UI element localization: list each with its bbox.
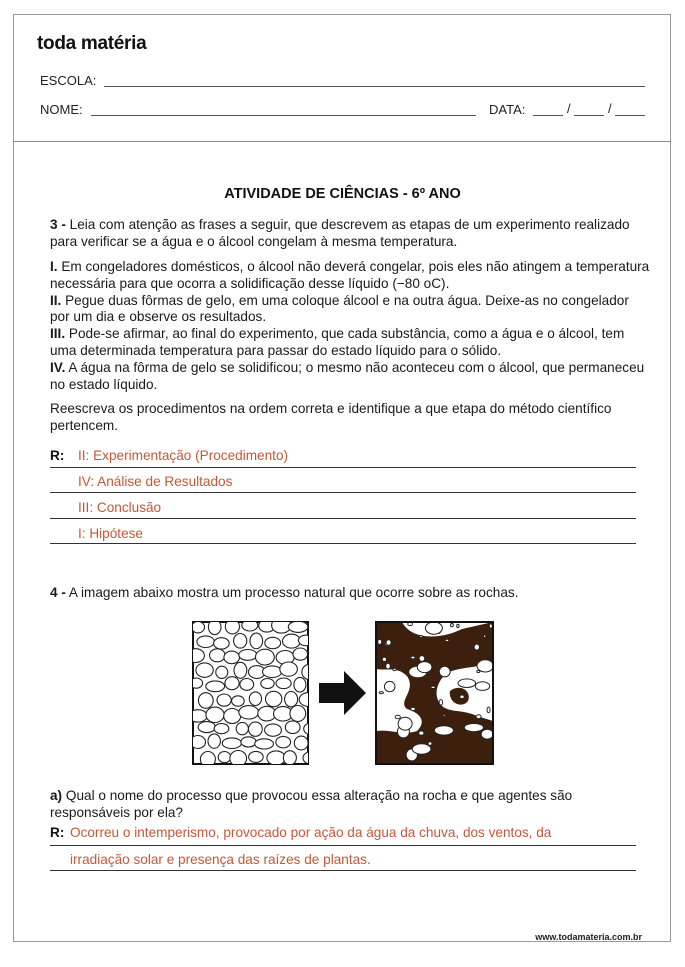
- pebble: [225, 621, 239, 634]
- date-separator: /: [567, 101, 571, 116]
- pebble: [266, 691, 282, 706]
- statement-text: Em congeladores domésticos, o álcool não deverá congelar, pois eles não atingem a temperatura necessária para que ocorra a solidificação desse líquido (−80 oC).: [50, 259, 650, 291]
- sub-question-text: Qual o nome do processo que provocou essa alteração na rocha e que agentes são responsáveis por ela?: [50, 788, 573, 820]
- pebble: [395, 715, 400, 718]
- name-field[interactable]: [91, 115, 476, 116]
- date-label: DATA:: [489, 102, 526, 117]
- pebble: [475, 682, 489, 691]
- pebble: [434, 726, 453, 735]
- statement-label: IV.: [50, 359, 66, 375]
- pebble: [249, 692, 261, 706]
- statement-label: II.: [50, 292, 62, 308]
- pebble: [224, 651, 240, 664]
- question-text: Leia com atenção as frases a seguir, que descrevem as etapas de um experimento realizado para verificar se a água e o álcool congelam à mesma temperatura.: [50, 217, 630, 249]
- answer-rule: [50, 492, 636, 493]
- question-3-instruction: Reescreva os procedimentos na ordem correta e identifique a que etapa do método científico pertencem.: [50, 401, 612, 433]
- logo: toda matéria: [37, 33, 147, 54]
- pebble: [411, 656, 415, 659]
- answer-line-3: III: Conclusão: [78, 500, 162, 515]
- pebble: [290, 706, 306, 722]
- statement-text: Pode-se afirmar, ao final do experimento, que cada substância, como a água e o álcool, tem uma determinada temperatura para passar do estado líquido para o sólido.: [50, 326, 625, 358]
- pebble: [283, 751, 296, 765]
- pebble: [303, 752, 318, 764]
- pebble: [208, 734, 220, 748]
- question-number: 3 -: [50, 217, 66, 232]
- right-arrow-icon: [319, 671, 366, 715]
- question-text: A imagem abaixo mostra um processo natural que ocorre sobre as rochas.: [65, 585, 519, 600]
- pebble: [294, 736, 308, 750]
- pebble: [218, 752, 231, 763]
- pebble: [460, 695, 464, 699]
- answer-rule: [50, 870, 636, 871]
- pebble: [419, 731, 424, 735]
- pebble: [457, 624, 459, 627]
- pebble: [431, 686, 435, 688]
- pebble: [255, 739, 274, 749]
- question-3-statements: [50, 259, 650, 393]
- pebble: [241, 737, 256, 747]
- statement-text: Pegue duas fôrmas de gelo, em uma coloque álcool e na outra água. Deixe-as no congelador por um dia e observe os resultados.: [50, 292, 629, 325]
- answer-line-4: I: Hipótese: [78, 526, 143, 541]
- pebble: [265, 637, 281, 648]
- answer-line-2: irradiação solar e presença das raízes de plantas.: [70, 852, 371, 867]
- pebble: [393, 668, 396, 670]
- pebble: [239, 650, 257, 661]
- pebble: [280, 662, 298, 676]
- pebble: [267, 751, 285, 765]
- pebble: [285, 692, 298, 707]
- pebble: [386, 663, 391, 669]
- pebble: [483, 635, 485, 638]
- pebble: [276, 678, 291, 689]
- page-title: ATIVIDADE DE CIÊNCIAS - 6º ANO: [224, 186, 461, 202]
- pebble: [419, 656, 425, 662]
- intact-rock-panel: [192, 621, 318, 765]
- pebble: [474, 644, 479, 650]
- pebble: [200, 752, 215, 766]
- pebble: [206, 707, 224, 722]
- answer-rule: [50, 467, 636, 468]
- pebble: [489, 624, 492, 628]
- pebble: [214, 638, 230, 649]
- pebble: [379, 692, 383, 694]
- statement-label: III.: [50, 326, 66, 342]
- pebble: [234, 662, 247, 678]
- pebble: [412, 744, 431, 754]
- pebble: [298, 635, 314, 646]
- pebble: [214, 724, 229, 734]
- pebble: [249, 722, 263, 736]
- answer-label: R:: [50, 825, 65, 840]
- pebble: [198, 722, 215, 733]
- footer-url[interactable]: www.todamateria.com.br: [535, 932, 642, 942]
- answer-line-1: Ocorreu o intemperismo, provocado por ação da água da chuva, dos ventos, da: [70, 825, 552, 840]
- pebble: [487, 707, 490, 713]
- name-label: NOME:: [40, 102, 83, 117]
- statement-i: [50, 259, 650, 293]
- pebble: [293, 648, 308, 660]
- pebble: [276, 736, 291, 747]
- answer-line-2: IV: Análise de Resultados: [78, 474, 233, 489]
- pebble: [398, 717, 412, 730]
- pebble: [225, 677, 239, 690]
- pebble: [285, 721, 300, 734]
- pebble: [411, 707, 416, 710]
- date-day-field[interactable]: [533, 115, 563, 116]
- answer-rule: [50, 543, 636, 544]
- pebble: [236, 722, 248, 734]
- sub-question-label: a): [50, 788, 63, 803]
- pebble: [240, 679, 254, 691]
- pebble: [261, 679, 274, 689]
- pebble: [382, 657, 386, 661]
- pebble: [263, 666, 282, 678]
- pebble: [230, 751, 247, 766]
- pebble: [439, 700, 443, 705]
- pebble: [198, 693, 213, 709]
- pebble: [216, 666, 228, 678]
- pebble: [428, 742, 432, 746]
- pebble: [304, 723, 317, 734]
- pebble: [206, 681, 225, 692]
- pebble: [288, 621, 308, 632]
- school-label: ESCOLA:: [40, 73, 97, 88]
- pebble: [481, 729, 493, 739]
- rock-weathering-figure: [192, 621, 496, 765]
- pebble: [192, 622, 205, 633]
- pebble: [443, 714, 445, 716]
- pebble: [476, 715, 481, 719]
- pebble: [464, 724, 483, 732]
- pebble: [208, 621, 221, 635]
- pebble: [249, 751, 264, 762]
- pebble: [283, 634, 301, 648]
- pebble: [451, 624, 454, 627]
- pebble: [250, 633, 263, 649]
- pebble: [294, 677, 306, 692]
- pebble: [256, 649, 275, 665]
- pebble: [425, 622, 442, 634]
- pebble: [239, 706, 259, 719]
- answer-label: R:: [50, 448, 65, 463]
- pebble: [192, 710, 207, 722]
- question-3-prompt: [50, 217, 650, 251]
- school-field[interactable]: [104, 86, 645, 87]
- pebble: [378, 639, 382, 644]
- pebble: [417, 662, 432, 673]
- pebble: [439, 666, 450, 677]
- pebble: [265, 724, 282, 736]
- date-year-field[interactable]: [615, 115, 645, 116]
- pebble: [232, 696, 245, 706]
- pebble: [192, 736, 206, 749]
- pebble: [197, 636, 214, 648]
- statement-label: I.: [50, 259, 58, 274]
- statement-ii: [50, 293, 650, 327]
- pebble: [242, 621, 258, 631]
- question-4-prompt: [50, 585, 650, 602]
- pebble: [210, 649, 226, 662]
- answer-line-1: II: Experimentação (Procedimento): [78, 448, 289, 463]
- pebble: [192, 678, 203, 688]
- pebble: [386, 640, 391, 645]
- pebble: [217, 694, 231, 706]
- pebble: [192, 649, 204, 663]
- pebble: [458, 679, 476, 688]
- date-month-field[interactable]: [574, 115, 604, 116]
- date-separator: /: [608, 101, 612, 116]
- pebble: [234, 634, 247, 649]
- pebble: [224, 709, 241, 724]
- answer-rule: [50, 845, 636, 846]
- answer-rule: [50, 518, 636, 519]
- statement-iii: [50, 326, 650, 360]
- pebble: [222, 738, 241, 749]
- statement-text: A água na fôrma de gelo se solidificou; o mesmo não aconteceu com o álcool, que permaneceu no estado líquido.: [50, 359, 645, 392]
- pebble: [420, 636, 423, 638]
- header-divider: [13, 141, 671, 142]
- question-number: 4 -: [50, 585, 66, 600]
- pebble: [196, 663, 213, 677]
- weathered-rock-panel: [376, 622, 494, 764]
- pebble: [384, 681, 395, 691]
- statement-iv: [50, 360, 650, 394]
- pebble: [445, 639, 449, 641]
- pebble: [477, 660, 494, 672]
- question-4a-prompt: [50, 788, 650, 822]
